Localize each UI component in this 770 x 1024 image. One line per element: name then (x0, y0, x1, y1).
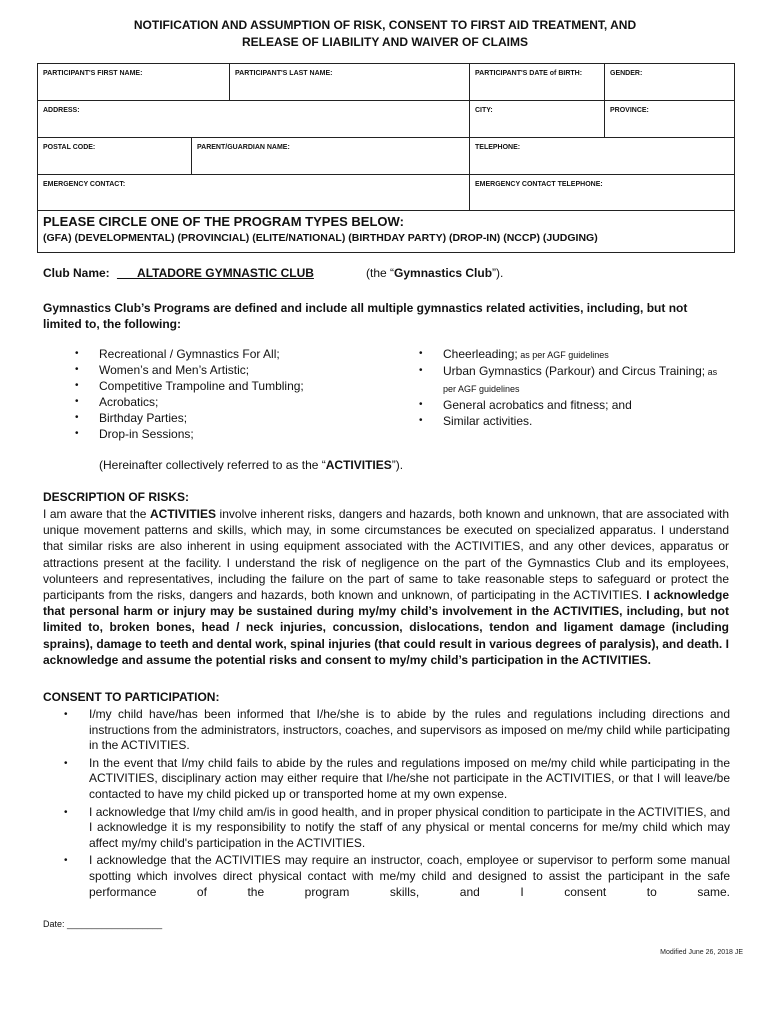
consent-heading: CONSENT TO PARTICIPATION: (43, 690, 220, 704)
definition-term: ACTIVITIES (325, 458, 392, 472)
document-title (0, 17, 770, 51)
risks-activities-term: ACTIVITIES (150, 507, 217, 521)
risks-text-2: involve inherent risks, dangers and hazards, both known and unknown, that are associated with unique movement patterns and skills, which may, in some circumstances be executed on specialized apparatus. I understand that similar risks are also inherent in using equipment associated with the ACTIVITIES, and any other devices, apparatus or attractions present at the facility. I understand the risk of negligence on the part of the Gymnastics Club and its employees, volunteers and representatives, including the failure on the part of same to take reasonable steps to safeguard or protect the participants from the risks, dangers and hazards, both known and unknown, of participating in the ACTIVITIES. (43, 507, 729, 603)
consent-list (64, 707, 730, 902)
guardian-name-field[interactable]: PARENT/GUARDIAN NAME: (192, 138, 470, 175)
consent-item: • I acknowledge that the ACTIVITIES may require an instructor, coach, employee or supervisor to perform some manual spotting which involves direct physical contact with me/my child and designed to assist the participant in the safe performance of the program skills, and I consent to same. (64, 853, 730, 900)
last-name-field[interactable]: PARTICIPANT'S LAST NAME: (230, 64, 470, 101)
list-item-similar: • Similar activities. (419, 413, 729, 429)
list-item: • Competitive Trampoline and Tumbling; (75, 378, 395, 394)
list-item-cheerleading (419, 346, 729, 363)
list-item: • Recreational / Gymnastics For All; (75, 346, 395, 362)
telephone-field[interactable]: TELEPHONE: (470, 138, 735, 175)
list-item: • Acrobatics; (75, 394, 395, 410)
program-type-options[interactable]: (GFA) (DEVELOPMENTAL) (PROVINCIAL) (ELITE/NATIONAL) (BIRTHDAY PARTY) (DROP-IN) (NCCP) (JUDGING) (43, 232, 598, 244)
first-name-field[interactable]: PARTICIPANT'S FIRST NAME: (38, 64, 230, 101)
emergency-phone-field[interactable]: EMERGENCY CONTACT TELEPHONE: (470, 175, 735, 211)
list-item: • Drop-in Sessions; (75, 426, 395, 442)
urban-note: as per AGF guidelines (443, 367, 718, 394)
modified-note: Modified June 26, 2018 JE (660, 949, 743, 956)
program-type-box[interactable] (38, 211, 735, 253)
province-field[interactable]: PROVINCE: (605, 101, 735, 138)
urban-text: Urban Gymnastics (Parkour) and Circus Training; (443, 364, 706, 378)
club-name-line (43, 266, 504, 280)
list-item: • Women’s and Men’s Artistic; (75, 362, 395, 378)
gender-field[interactable]: GENDER: (605, 64, 735, 101)
club-defined-term (366, 266, 503, 280)
club-name-value: ___ALTADORE GYMNASTIC CLUB (117, 266, 314, 280)
consent-item: • I acknowledge that I/my child am/is in good health, and in proper physical condition to participate in the ACTIVITIES, and I acknowledge it is my responsibility to notify the staff of any physical or mental concerns for me/my child which may affect my/my child's participation in the ACTIVITIES. (64, 805, 730, 852)
programs-intro: Gymnastics Club’s Programs are defined and include all multiple gymnastics related activities, including, but not limited to, the following: (43, 301, 688, 331)
club-term-close: ”). (492, 266, 504, 280)
cheer-text: Cheerleading; (443, 347, 518, 361)
activities-definition (99, 458, 403, 472)
city-field[interactable]: CITY: (470, 101, 605, 138)
club-term-bold: Gymnastics Club (394, 266, 493, 280)
participant-info-form (37, 63, 735, 253)
programs-list-left (75, 346, 395, 442)
programs-list-right (419, 346, 729, 429)
cheer-note: as per AGF guidelines (517, 350, 609, 360)
date-field[interactable]: Date: ___________________ (43, 919, 163, 929)
title-line-1: NOTIFICATION AND ASSUMPTION OF RISK, CONSENT TO FIRST AID TREATMENT, AND (133, 18, 637, 32)
risks-text-1: I am aware that the (43, 507, 151, 521)
dob-field[interactable]: PARTICIPANT'S DATE of BIRTH: (470, 64, 605, 101)
consent-item: • In the event that I/my child fails to abide by the rules and regulations imposed on me/my child while participating in the ACTIVITIES, disciplinary action may either require that I/he/she not participate in the ACTIVITIES, or that I will leave/be contacted to have my child picked up or transported home at my own expense. (64, 756, 730, 803)
club-term-open: (the “ (366, 266, 395, 280)
club-name-label: Club Name: (43, 266, 110, 280)
postal-code-field[interactable]: POSTAL CODE: (38, 138, 192, 175)
title-line-2: RELEASE OF LIABILITY AND WAIVER OF CLAIMS (241, 35, 528, 49)
list-item-urban (419, 363, 729, 397)
risks-acknowledgement: I acknowledge that personal harm or injury may be sustained during my/my child’s involvement in the ACTIVITIES, including, but not limited to, broken bones, head / neck injuries, concussion, dislocations, tendon and ligament damage (including sprains), damage to teeth and dental work, spinal injuries (that could result in various degrees of paralysis), and death. I acknowledge and assume the potential risks and consent to my/my child’s participation in the ACTIVITIES. (43, 588, 729, 667)
list-item-general: • General acrobatics and fitness; and (419, 397, 729, 413)
address-field[interactable]: ADDRESS: (38, 101, 470, 138)
definition-close: ”). (391, 458, 404, 472)
definition-open: (Hereinafter collectively referred to as the “ (99, 458, 326, 472)
emergency-contact-field[interactable]: EMERGENCY CONTACT: (38, 175, 470, 211)
risks-paragraph (43, 506, 729, 668)
consent-item: • I/my child have/has been informed that I/he/she is to abide by the rules and regulations including directions and instructions from the administrators, instructors, coaches, and supervisors as imposed on me/my child while participating in the ACTIVITIES. (64, 707, 730, 754)
risks-heading: DESCRIPTION OF RISKS: (43, 490, 190, 504)
list-item: • Birthday Parties; (75, 410, 395, 426)
program-type-heading: PLEASE CIRCLE ONE OF THE PROGRAM TYPES BELOW: (43, 214, 404, 229)
